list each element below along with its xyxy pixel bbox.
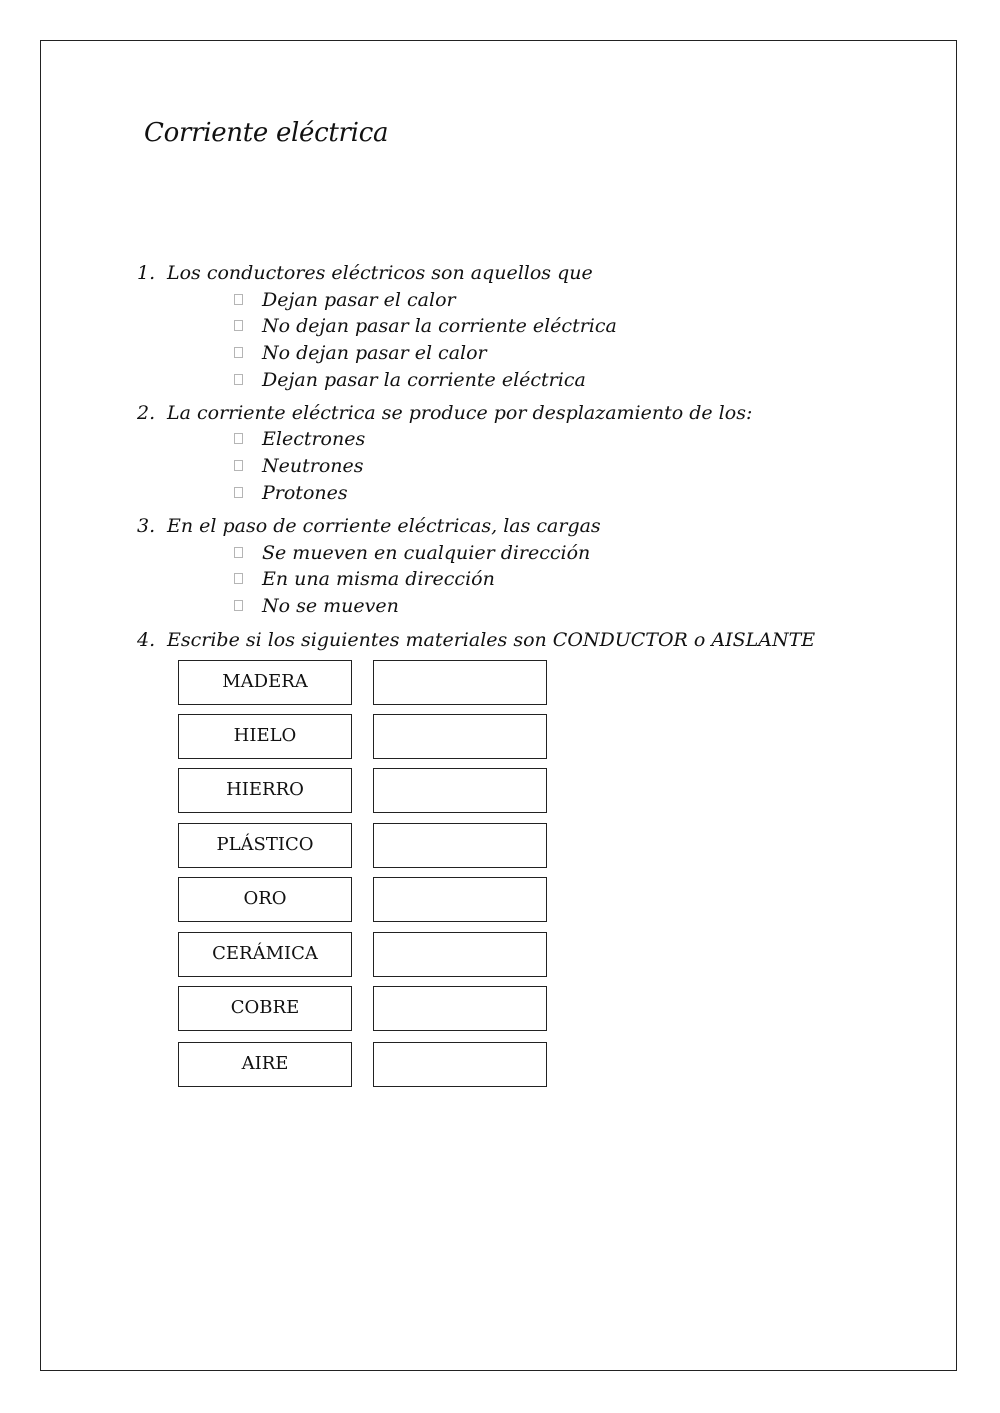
option-1-1[interactable] bbox=[234, 289, 456, 311]
material-label: PLÁSTICO bbox=[178, 823, 352, 868]
material-label: COBRE bbox=[178, 986, 352, 1031]
option-label: En una misma dirección bbox=[262, 568, 495, 590]
option-1-4[interactable] bbox=[234, 369, 586, 391]
material-label: ORO bbox=[178, 877, 352, 922]
option-label: No dejan pasar el calor bbox=[262, 342, 487, 364]
question-text: Escribe si los siguientes materiales son CONDUCTOR o AISLANTE bbox=[167, 629, 816, 651]
question-number: 2. bbox=[137, 402, 156, 424]
checkbox[interactable] bbox=[234, 600, 243, 611]
option-label: Neutrones bbox=[262, 455, 364, 477]
checkbox[interactable] bbox=[234, 433, 243, 444]
answer-box-aire[interactable] bbox=[373, 1042, 547, 1087]
answer-box-oro[interactable] bbox=[373, 877, 547, 922]
page-title: Corriente eléctrica bbox=[144, 118, 389, 148]
checkbox[interactable] bbox=[234, 320, 243, 331]
answer-box-hierro[interactable] bbox=[373, 768, 547, 813]
option-2-3[interactable] bbox=[234, 482, 348, 504]
question-1 bbox=[137, 262, 593, 284]
question-number: 1. bbox=[137, 262, 156, 284]
option-label: Se mueven en cualquier dirección bbox=[262, 542, 591, 564]
option-2-1[interactable] bbox=[234, 428, 365, 450]
question-2 bbox=[137, 402, 752, 424]
option-label: Dejan pasar la corriente eléctrica bbox=[262, 369, 586, 391]
question-text: La corriente eléctrica se produce por desplazamiento de los: bbox=[167, 402, 753, 424]
page-frame bbox=[40, 40, 957, 1371]
option-3-2[interactable] bbox=[234, 568, 495, 590]
material-label: CERÁMICA bbox=[178, 932, 352, 977]
checkbox[interactable] bbox=[234, 374, 243, 385]
option-label: Protones bbox=[262, 482, 348, 504]
checkbox[interactable] bbox=[234, 294, 243, 305]
checkbox[interactable] bbox=[234, 573, 243, 584]
option-label: Dejan pasar el calor bbox=[262, 289, 456, 311]
option-label: Electrones bbox=[262, 428, 366, 450]
material-label: HIERRO bbox=[178, 768, 352, 813]
checkbox[interactable] bbox=[234, 347, 243, 358]
checkbox[interactable] bbox=[234, 460, 243, 471]
answer-box-hielo[interactable] bbox=[373, 714, 547, 759]
option-1-3[interactable] bbox=[234, 342, 487, 364]
answer-box-cobre[interactable] bbox=[373, 986, 547, 1031]
checkbox[interactable] bbox=[234, 547, 243, 558]
question-number: 4. bbox=[137, 629, 156, 651]
option-2-2[interactable] bbox=[234, 455, 364, 477]
material-label: MADERA bbox=[178, 660, 352, 705]
answer-box-ceramica[interactable] bbox=[373, 932, 547, 977]
option-label: No se mueven bbox=[262, 595, 399, 617]
question-3 bbox=[137, 515, 601, 537]
question-4 bbox=[137, 629, 815, 651]
answer-box-madera[interactable] bbox=[373, 660, 547, 705]
question-number: 3. bbox=[137, 515, 156, 537]
material-label: AIRE bbox=[178, 1042, 352, 1087]
answer-box-plastico[interactable] bbox=[373, 823, 547, 868]
question-text: Los conductores eléctricos son aquellos que bbox=[167, 262, 593, 284]
checkbox[interactable] bbox=[234, 487, 243, 498]
material-label: HIELO bbox=[178, 714, 352, 759]
option-1-2[interactable] bbox=[234, 315, 617, 337]
option-3-3[interactable] bbox=[234, 595, 399, 617]
option-3-1[interactable] bbox=[234, 542, 590, 564]
option-label: No dejan pasar la corriente eléctrica bbox=[262, 315, 617, 337]
question-text: En el paso de corriente eléctricas, las cargas bbox=[167, 515, 601, 537]
